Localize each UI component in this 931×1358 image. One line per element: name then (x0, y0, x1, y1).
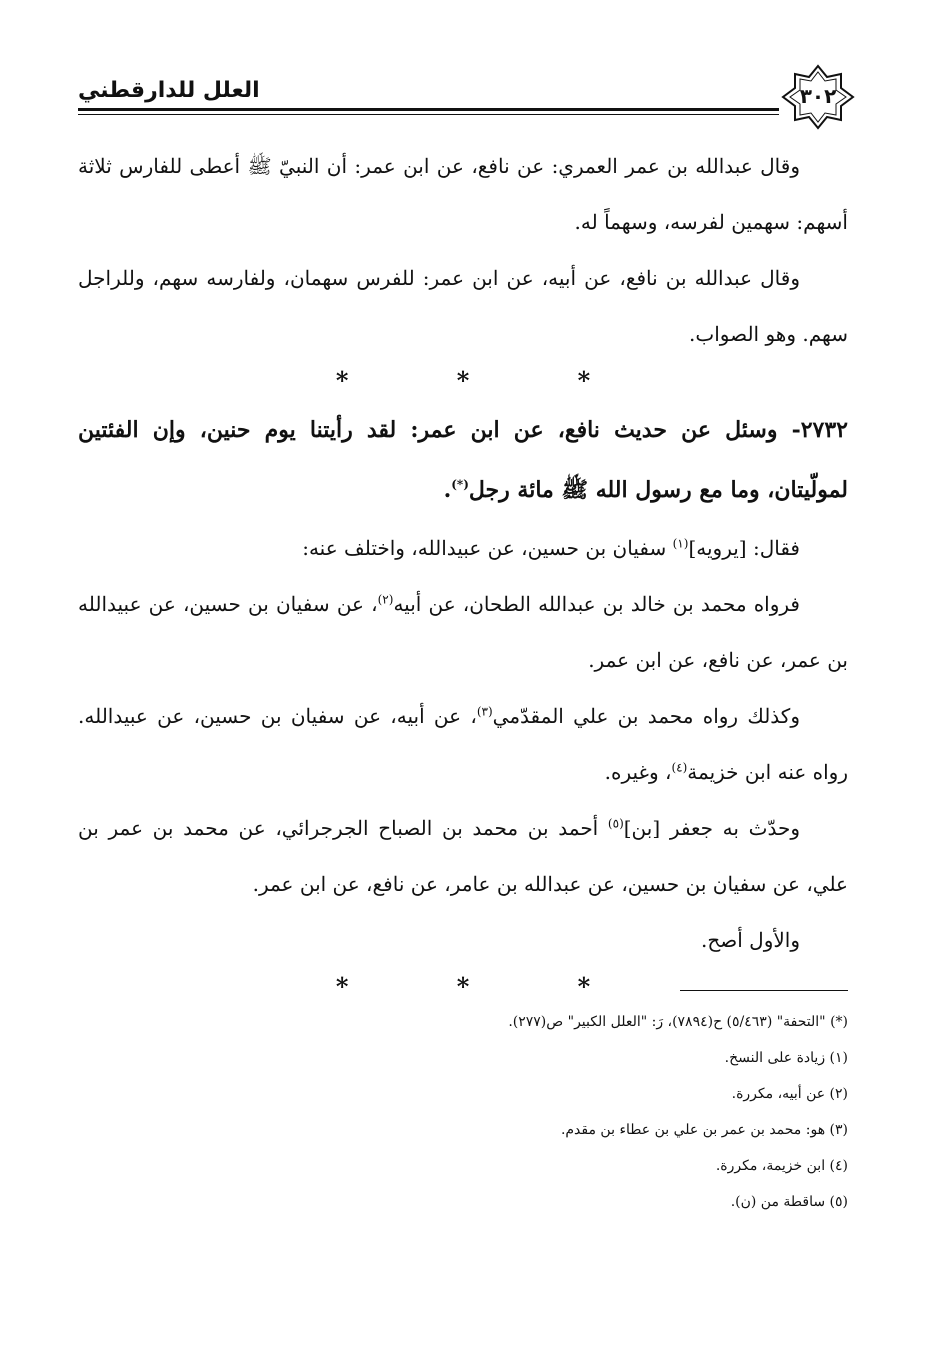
paragraph (78, 576, 848, 688)
text-run: أحمد بن محمد بن الصباح الجرجرائي، عن محمد بن عمر بن علي، عن سفيان بن حسين، عن عبدالله بن عامر، عن نافع، عن ابن عمر. (78, 816, 848, 896)
text-run: فرواه محمد بن خالد بن عبدالله الطحان، عن أبيه (393, 592, 800, 616)
text-run: وحدّث به جعفر [بن] (623, 816, 800, 840)
footnote-marker[interactable]: (١) (672, 536, 689, 551)
paragraph (78, 688, 848, 800)
question-heading (78, 400, 848, 520)
text-run: فقال: [يرويه] (688, 536, 800, 560)
section-separator: * * * (335, 366, 641, 395)
paragraph (78, 520, 848, 576)
text-run: وكذلك رواه محمد بن علي المقدّمي (492, 704, 800, 728)
header-rule-thin (78, 114, 779, 115)
section-separator: * * * (335, 972, 641, 1001)
paragraph: وقال عبدالله بن عمر العمري: عن نافع، عن ابن عمر: أن النبيّ ﷺ أعطى للفارس ثلاثة أسهم: سهمين لفرسه، وسهماً له. (78, 154, 848, 234)
footnote: (٤) ابن خزيمة، مكررة. (715, 1158, 848, 1174)
question-text: ٢٧٣٢- وسئل عن حديث نافع، عن ابن عمر: لقد رأيتنا يوم حنين، وإن الفئتين لمولّيتان، وما مع رسول الله ﷺ مائة رجل (78, 417, 848, 503)
footnote-marker[interactable]: (٥) (607, 816, 624, 831)
text-run: ، عن أبيه، عن سفيان بن حسين، عن عبيدالله. رواه عنه ابن خزيمة (78, 704, 848, 784)
footnote-marker[interactable]: (٤) (671, 760, 688, 775)
footnote-divider (680, 990, 848, 991)
text-run: ، وغيره. (604, 760, 672, 784)
page-number-badge (779, 64, 857, 130)
footnotes (300, 1004, 848, 1220)
page-header (78, 60, 851, 130)
page-number: ٣٠٢ (799, 84, 837, 108)
footnote-marker[interactable]: (*) (451, 477, 469, 492)
text-run: ، عن سفيان بن حسين، عن عبيدالله بن عمر، عن نافع، عن ابن عمر. (78, 592, 848, 672)
paragraph: والأول أصح. (701, 928, 800, 952)
paragraph (78, 800, 848, 912)
header-rule-thick (78, 108, 779, 111)
running-title: العلل للدارقطني (78, 78, 260, 103)
paragraph: وقال عبدالله بن نافع، عن أبيه، عن ابن عمر: للفرس سهمان، ولفارسه سهم، وللراجل سهم. وهو الصواب. (78, 266, 848, 346)
text-run: سفيان بن حسين، عن عبيدالله، واختلف عنه: (302, 536, 673, 560)
footnote: (٥) ساقطة من (ن). (730, 1194, 848, 1210)
main-text (78, 138, 848, 1006)
footnote-marker[interactable]: (٣) (476, 704, 493, 719)
question-end: . (443, 477, 452, 503)
footnote: (*) "التحفة" (٥/٤٦٣) ح(٧٨٩٤)، رَ: "العلل الكبير" ص(٢٧٧). (508, 1014, 848, 1030)
footnote: (٢) عن أبيه، مكررة. (731, 1086, 848, 1102)
footnote: (٣) هو: محمد بن عمر بن علي بن عطاء بن مقدم. (560, 1122, 848, 1138)
footnote-marker[interactable]: (٢) (377, 592, 394, 607)
footnote: (١) زيادة على النسخ. (724, 1050, 848, 1066)
